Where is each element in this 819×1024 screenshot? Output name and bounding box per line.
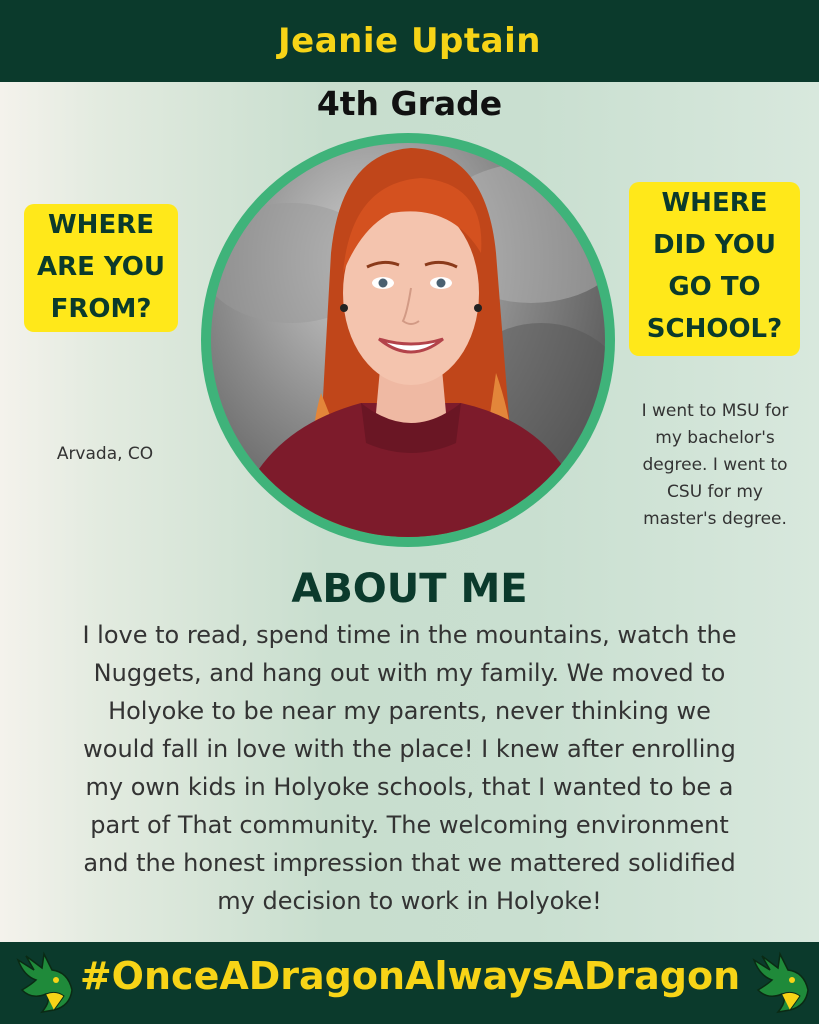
question-from-line: ARE YOU	[36, 252, 166, 282]
about-line: would fall in love with the place! I knew after enrolling	[83, 735, 736, 763]
answer-school-line: my bachelor's	[655, 428, 775, 448]
about-line: my decision to work in Holyoke!	[217, 887, 602, 915]
about-line: part of That community. The welcoming environment	[90, 811, 729, 839]
answer-school-line: CSU for my	[667, 482, 763, 502]
question-school-line: GO TO	[668, 272, 761, 302]
about-line: my own kids in Holyoke schools, that I wanted to be a	[85, 773, 734, 801]
dragon-mascot-icon	[12, 950, 78, 1016]
about-line: I love to read, spend time in the mountains, watch the	[82, 621, 737, 649]
teacher-portrait	[211, 143, 605, 537]
question-school-tag	[629, 182, 800, 356]
teacher-name: Jeanie Uptain	[278, 21, 541, 61]
top-banner	[0, 0, 819, 82]
grade-label: 4th Grade	[316, 84, 503, 123]
question-from-tag	[24, 204, 178, 332]
about-body	[16, 616, 803, 920]
question-school-line: SCHOOL?	[646, 314, 783, 344]
question-from-line: WHERE	[48, 210, 154, 240]
question-from-line: FROM?	[50, 294, 152, 324]
portrait-illustration	[211, 143, 605, 537]
about-line: and the honest impression that we mattered solidified	[83, 849, 736, 877]
answer-school-line: master's degree.	[643, 509, 787, 529]
answer-school-line: degree. I went to	[642, 455, 788, 475]
dragon-mascot-icon	[748, 950, 814, 1016]
question-school-line: WHERE	[661, 188, 768, 218]
about-line: Holyoke to be near my parents, never thinking we	[108, 697, 711, 725]
answer-school-line: I went to MSU for	[641, 401, 789, 421]
answer-from: Arvada, CO	[56, 444, 154, 464]
about-line: Nuggets, and hang out with my family. We moved to	[93, 659, 726, 687]
question-school-line: DID YOU	[652, 230, 776, 260]
about-heading: ABOUT ME	[291, 566, 528, 612]
answer-school	[620, 398, 810, 533]
hashtag: #OnceADragonAlwaysADragon	[79, 954, 741, 998]
